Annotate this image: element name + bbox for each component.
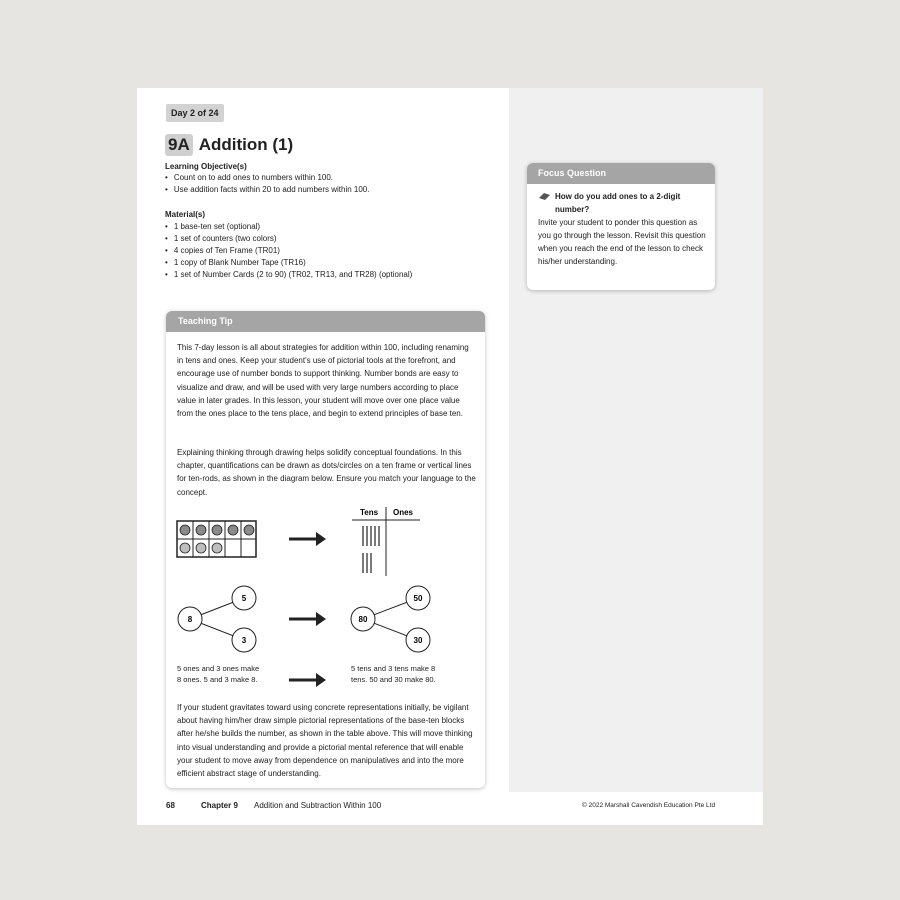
list-item: • Use addition facts within 20 to add numbers within 100. [165, 184, 369, 196]
place-value-chart [352, 507, 420, 576]
materials-heading: Material(s) [165, 210, 206, 219]
tens-rods [363, 526, 379, 573]
arrow-icon [289, 612, 326, 626]
chapter-label: Chapter 9 [201, 801, 238, 810]
list-item: • 4 copies of Ten Frame (TR01) [165, 245, 412, 257]
arrow-icon [289, 532, 326, 546]
tip-paragraph-2: Explaining thinking through drawing helps solidify conceptual foundations. In this chapter, quantifications can be drawn as dots/circles on a ten frame or vertical lines for ten-rods, as shown in the diagram below. Ensure you match your language to the concept. [177, 448, 476, 497]
caption-ones: 5 ones and 3 ones make 8 ones. 5 and 3 make 8. [177, 664, 260, 684]
teaching-tip-box [166, 311, 485, 788]
bond-part: 3 [241, 636, 247, 645]
number-bond-ones [178, 586, 256, 652]
lesson-title [165, 134, 293, 156]
lesson-name: Addition (1) [198, 135, 294, 154]
focus-question-heading: Focus Question [527, 163, 715, 184]
bond-whole: 8 [187, 615, 193, 624]
list-item: • 1 set of counters (two colors) [165, 233, 412, 245]
bond-part: 5 [241, 594, 247, 603]
caption-tens: 5 tens and 3 tens make 8 tens. 50 and 30 make 80. [351, 664, 436, 684]
tens-label: Tens [359, 508, 379, 517]
day-badge: Day 2 of 24 [166, 104, 224, 122]
page-number: 68 [166, 801, 175, 810]
number-bond-tens [351, 586, 430, 652]
bond-part: 50 [413, 594, 423, 603]
arrow-icon [289, 673, 326, 687]
teaching-tip-heading: Teaching Tip [166, 311, 485, 332]
tip-paragraph-1: This 7-day lesson is all about strategies for addition within 100, including renaming in tens and ones. Keep your student's use of pictorial tools at the forefront, and encourage use of number bonds to support thinking. Number bonds are easy to visualize and draw, and will be used with very large numbers according to place value in later grades. In this lesson, your student will move over one place value from the ones place to the tens place, and begin to extend principles of base ten. [177, 343, 469, 419]
lesson-code: 9A [165, 134, 193, 156]
focus-question-text: How do you add ones to a 2-digit number? [555, 192, 681, 214]
eraser-icon [538, 192, 551, 201]
objectives-heading: Learning Objective(s) [165, 162, 247, 171]
objectives-list [165, 172, 369, 196]
bond-part: 30 [413, 636, 423, 645]
ten-frame [177, 521, 256, 557]
bond-whole: 80 [358, 615, 368, 624]
list-item: • Count on to add ones to numbers within 100. [165, 172, 369, 184]
materials-list [165, 221, 412, 281]
copyright: © 2022 Marshall Cavendish Education Pte Ltd [582, 802, 716, 809]
chapter-title: Addition and Subtraction Within 100 [254, 801, 382, 810]
list-item: • 1 base-ten set (optional) [165, 221, 412, 233]
focus-question-body: Invite your student to ponder this question as you go through the lesson. Revisit this question when you reach the end of the lesson to check his/her understanding. [538, 218, 706, 266]
list-item: • 1 copy of Blank Number Tape (TR16) [165, 257, 412, 269]
focus-question-box [527, 163, 715, 290]
list-item: • 1 set of Number Cards (2 to 90) (TR02, TR13, and TR28) (optional) [165, 269, 412, 281]
tip-paragraph-3: If your student gravitates toward using concrete representations initially, be vigilant about having him/her draw simple pictorial representations of the base-ten blocks after he/she builds the number, as shown in the table above. This will move thinking into visual understanding and provide a pictorial mental reference that will enable your student to move away from dependence on manipulatives and into the more efficient abstract stage of understanding. [177, 703, 473, 779]
ones-label: Ones [392, 508, 414, 517]
